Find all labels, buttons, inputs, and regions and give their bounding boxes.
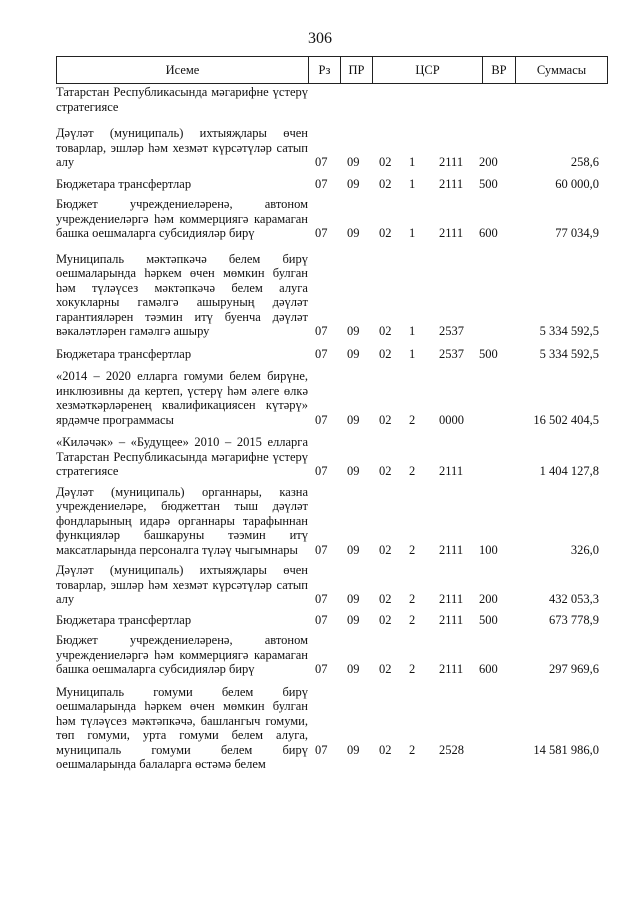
row-name: «Киләчәк» – «Будущее» 2010 – 2015 елларга Татарстан Республикасында мәгарифне үстерү стратегиясе	[56, 435, 308, 478]
row-rz: 07	[315, 176, 328, 191]
row-csr-1: 02	[379, 542, 392, 557]
row-rz: 07	[315, 612, 328, 627]
row-codes	[56, 543, 607, 558]
row-csr-3: 2111	[439, 592, 464, 606]
row-csr-1: 02	[379, 662, 392, 676]
row-csr-3: 2528	[439, 743, 464, 757]
row-pr: 09	[347, 412, 360, 427]
row-csr-1: 02	[379, 612, 392, 627]
row-csr-2: 2	[409, 662, 416, 676]
row-name: Дәүләт (муниципаль) ихтыяҗлары өчен товарлар, эшләр һәм хезмәт күрсәтүләр сатып алу	[56, 126, 308, 169]
header-csr: ЦСР	[373, 57, 483, 84]
row-name: Бюджетара трансфертлар	[56, 612, 192, 627]
row-rz: 07	[315, 542, 328, 557]
table-row	[56, 633, 607, 677]
row-codes	[56, 177, 607, 192]
row-codes	[56, 613, 607, 628]
row-rz: 07	[315, 662, 328, 676]
row-csr-1: 02	[379, 743, 392, 757]
row-sum: 77 034,9	[555, 226, 599, 240]
row-rz: 07	[315, 464, 328, 478]
row-rz: 07	[315, 155, 328, 169]
row-name: Муниципаль мәктәпкәчә белем бирү оешмаларында һәркем өчен мөмкин булган һәм түләүсез мәктәпкәчә белем алуга хокукларны гамәлгә ашыруның дәүләт гарантияләрен тәэмин итү буенча дәүләт вәкаләтләрен гамәлгә ашыру	[56, 251, 308, 338]
table-row	[56, 369, 607, 427]
row-name: Дәүләт (муниципаль) органнары, казна учреждениеләре, бюджеттан тыш дәүләт фондларының идарә органнары тарафыннан функцияләр башкаруны тәэмин итү максатларында персоналга түләү чыгымнары	[56, 484, 308, 557]
row-sum: 432 053,3	[549, 592, 599, 606]
row-csr-2: 2	[409, 412, 416, 427]
table-row	[56, 435, 607, 479]
header-name: Исеме	[57, 57, 309, 84]
row-csr-1: 02	[379, 592, 392, 606]
row-codes	[56, 100, 607, 115]
row-csr-1: 02	[379, 412, 392, 427]
row-csr-1: 02	[379, 226, 392, 240]
row-name: Бюджетара трансфертлар	[56, 176, 192, 191]
row-sum: 14 581 986,0	[533, 743, 599, 757]
row-codes	[56, 347, 607, 362]
row-csr-2: 2	[409, 612, 416, 627]
row-csr-3: 0000	[439, 412, 464, 427]
row-pr: 09	[347, 743, 360, 757]
table-header	[56, 56, 608, 84]
row-csr-3: 2111	[439, 176, 464, 191]
row-codes	[56, 464, 607, 479]
table-row	[56, 252, 607, 339]
table-row	[56, 563, 607, 607]
row-sum: 5 334 592,5	[539, 346, 599, 361]
table-row	[56, 485, 607, 558]
row-csr-2: 2	[409, 542, 416, 557]
row-codes	[56, 324, 607, 339]
row-vr: 200	[479, 155, 498, 169]
row-sum: 258,6	[570, 155, 599, 169]
page-number: 306	[308, 30, 332, 47]
header-rz: Рз	[309, 57, 341, 84]
row-csr-2: 1	[409, 346, 416, 361]
row-sum: 297 969,6	[549, 662, 599, 676]
row-csr-1: 02	[379, 324, 392, 338]
row-codes	[56, 743, 607, 758]
row-csr-1: 02	[379, 464, 392, 478]
row-name: Муниципаль гомуми белем бирү оешмаларында һәркем өчен мөмкин булган һәм түләүсез мәктәпкәчә, башлангыч гомуми, төп гомуми, урта гомуми белем алуга, муниципаль гомуми белем бирү оешмаларында балаларга өстәмә белем	[56, 684, 308, 771]
row-codes	[56, 592, 607, 607]
table-row	[56, 197, 607, 241]
row-pr: 09	[347, 542, 360, 557]
row-csr-2: 2	[409, 592, 416, 606]
row-csr-2: 1	[409, 226, 416, 240]
header-vr: ВР	[483, 57, 516, 84]
row-csr-2: 1	[409, 155, 416, 169]
row-sum: 16 502 404,5	[533, 412, 599, 427]
row-codes	[56, 226, 607, 241]
table-row	[56, 85, 607, 114]
row-name: Бюджет учреждениеләренә, автоном учреждениеләргә һәм коммерциягә карамаган башка оешмаларга субсидияләр бирү	[56, 633, 308, 676]
row-rz: 07	[315, 226, 328, 240]
row-csr-2: 1	[409, 176, 416, 191]
row-csr-2: 2	[409, 464, 416, 478]
row-csr-3: 2111	[439, 155, 464, 169]
row-rz: 07	[315, 324, 328, 338]
row-sum: 5 334 592,5	[539, 324, 599, 338]
row-sum: 1 404 127,8	[539, 464, 599, 478]
budget-table-body	[56, 83, 607, 772]
row-rz: 07	[315, 592, 328, 606]
row-csr-1: 02	[379, 346, 392, 361]
row-csr-2: 1	[409, 324, 416, 338]
row-csr-3: 2111	[439, 662, 464, 676]
row-name: Татарстан Республикасында мәгарифне үстерү стратегиясе	[56, 85, 308, 114]
table-row	[56, 177, 607, 192]
row-csr-3: 2111	[439, 226, 464, 240]
row-rz: 07	[315, 412, 328, 427]
table-row	[56, 613, 607, 628]
table-row	[56, 685, 607, 772]
row-name: Бюджет учреждениеләренә, автоном учреждениеләргә һәм коммерциягә карамаган башка оешмаларга субсидияләр бирү	[56, 197, 308, 240]
row-pr: 09	[347, 612, 360, 627]
row-pr: 09	[347, 155, 360, 169]
row-csr-3: 2111	[439, 542, 464, 557]
row-rz: 07	[315, 346, 328, 361]
row-vr: 600	[479, 662, 498, 676]
row-csr-1: 02	[379, 155, 392, 169]
row-vr: 500	[479, 346, 498, 361]
row-csr-3: 2111	[439, 464, 464, 478]
row-pr: 09	[347, 176, 360, 191]
header-sum: Суммасы	[516, 57, 608, 84]
row-vr: 100	[479, 542, 498, 557]
row-pr: 09	[347, 592, 360, 606]
row-name: «2014 – 2020 елларга гомуми белем бирүне, инклюзивны да кертеп, үстерү һәм әлеге өлкә хезмәткәрләренең квалификациясен күтәрү» ярдәмче программасы	[56, 369, 308, 427]
row-rz: 07	[315, 743, 328, 757]
row-csr-3: 2111	[439, 612, 464, 627]
row-name: Бюджетара трансфертлар	[56, 346, 192, 361]
row-pr: 09	[347, 346, 360, 361]
row-pr: 09	[347, 464, 360, 478]
row-pr: 09	[347, 226, 360, 240]
row-csr-3: 2537	[439, 346, 464, 361]
row-pr: 09	[347, 324, 360, 338]
row-vr: 200	[479, 592, 498, 606]
header-pr: ПР	[341, 57, 373, 84]
row-csr-2: 2	[409, 743, 416, 757]
row-name: Дәүләт (муниципаль) ихтыяҗлары өчен товарлар, эшләр һәм хезмәт күрсәтүләр сатып алу	[56, 563, 308, 606]
row-vr: 500	[479, 612, 498, 627]
row-sum: 60 000,0	[555, 176, 599, 191]
row-csr-3: 2537	[439, 324, 464, 338]
row-vr: 600	[479, 226, 498, 240]
table-row	[56, 126, 607, 170]
row-codes	[56, 662, 607, 677]
row-codes	[56, 155, 607, 170]
table-row	[56, 347, 607, 362]
row-csr-1: 02	[379, 176, 392, 191]
row-vr: 500	[479, 176, 498, 191]
row-sum: 673 778,9	[549, 612, 599, 627]
row-pr: 09	[347, 662, 360, 676]
row-codes	[56, 413, 607, 428]
row-sum: 326,0	[570, 542, 599, 557]
